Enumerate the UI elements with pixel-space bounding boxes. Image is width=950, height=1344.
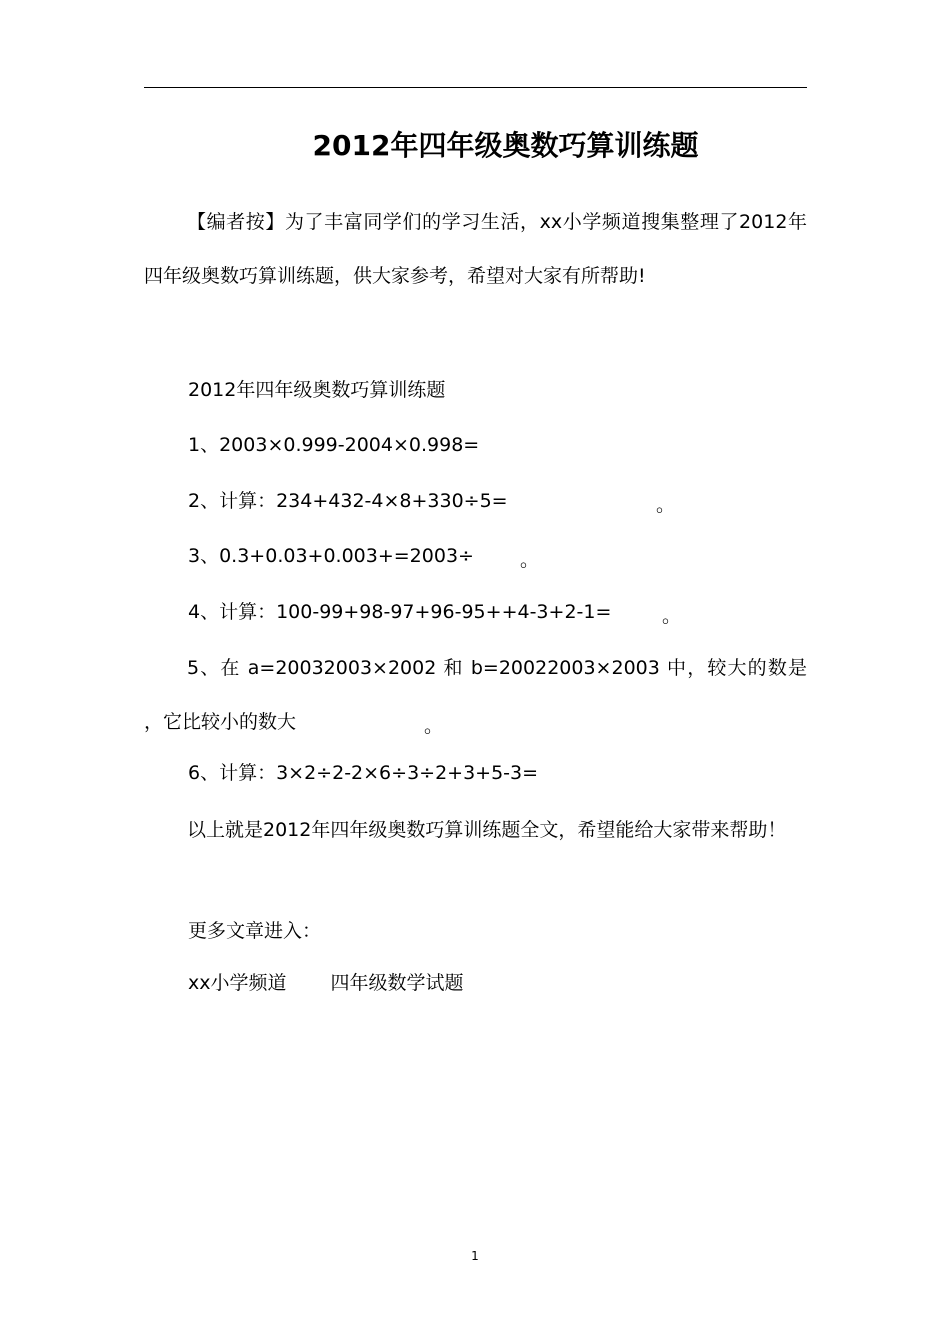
question-4-period: 。 bbox=[662, 605, 682, 627]
question-5-line-2: ，它比较小的数大 bbox=[144, 711, 297, 733]
question-5-line-1: 5、在 a=20032003×2002 和 b=20022003×2003 中，较大的数是 bbox=[187, 657, 807, 679]
question-3-period: 。 bbox=[520, 549, 540, 571]
header-rule bbox=[144, 87, 807, 88]
closing-paragraph: 以上就是2012年四年级奥数巧算训练题全文，希望能给大家带来帮助！ bbox=[187, 819, 787, 841]
document-title: 2012年四年级奥数巧算训练题 bbox=[312, 129, 699, 162]
link-grade4-math[interactable]: 四年级数学试题 bbox=[330, 972, 464, 994]
question-2-text: 2、计算：234+432-4×8+330÷5= bbox=[188, 490, 508, 512]
question-2 bbox=[188, 486, 508, 516]
question-1: 1、2003×0.999-2004×0.998= bbox=[188, 434, 480, 456]
intro-paragraph: 【编者按】为了丰富同学们的学习生活，xx小学频道搜集整理了2012年四年级奥数巧算训练题，供大家参考，希望对大家有所帮助! bbox=[144, 211, 807, 287]
page-number: 1 bbox=[471, 1249, 479, 1263]
question-5-period: 。 bbox=[424, 715, 444, 737]
subtitle: 2012年四年级奥数巧算训练题 bbox=[188, 379, 446, 401]
link-primary-channel[interactable]: xx小学频道 bbox=[188, 972, 287, 994]
related-links bbox=[188, 968, 464, 998]
question-3: 3、0.3+0.03+0.003+=2003÷ bbox=[188, 545, 474, 567]
question-6: 6、计算：3×2÷2-2×6÷3÷2+3+5-3= bbox=[188, 762, 539, 784]
question-4: 4、计算：100-99+98-97+96-95++4-3+2-1= bbox=[188, 601, 612, 623]
question-2-period: 。 bbox=[656, 494, 676, 516]
more-articles-label: 更多文章进入： bbox=[188, 920, 322, 942]
